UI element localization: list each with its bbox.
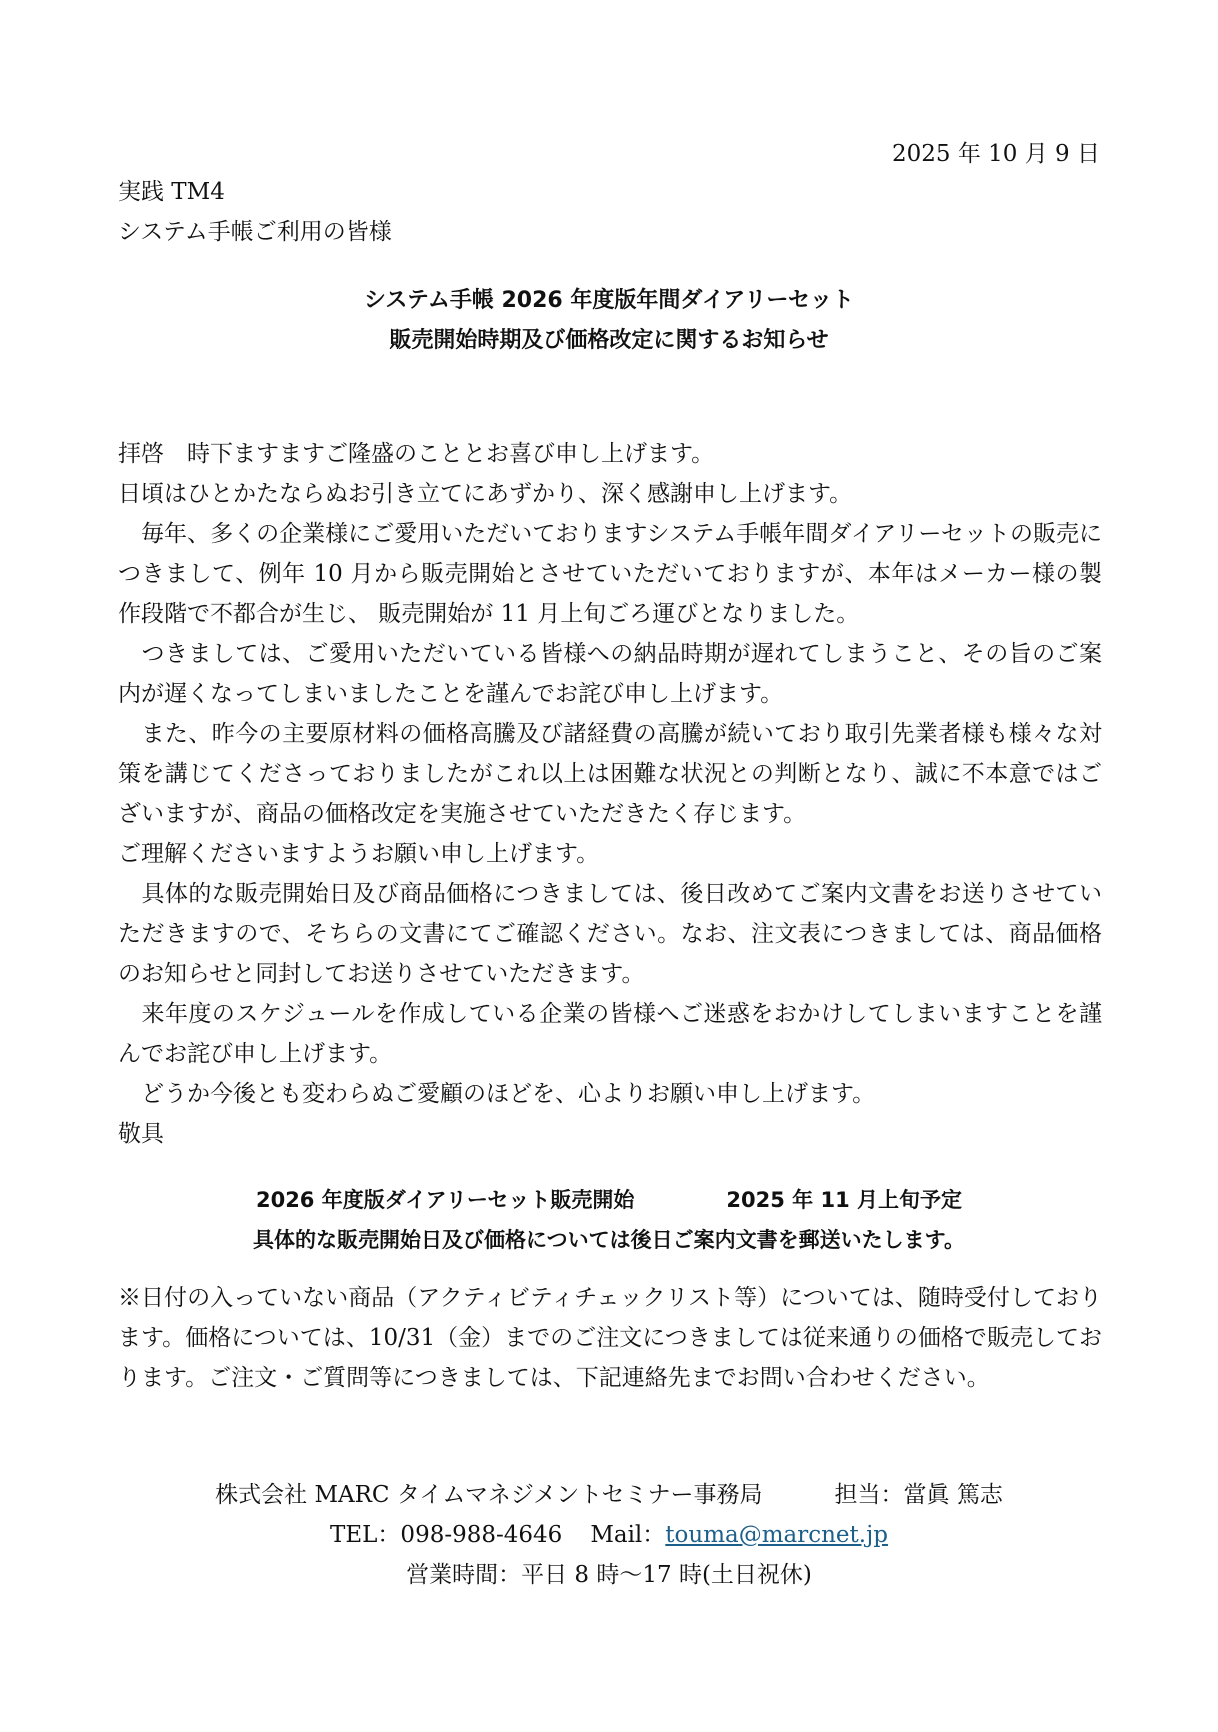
letter-body [118,434,1102,1154]
document-title [0,281,1218,361]
title-line-2: 販売開始時期及び価格改定に関するお知らせ [389,328,829,353]
greeting: 拝啓 時下ますますご隆盛のこととお喜び申し上げます。 [118,441,715,467]
notice-item: 2026 年度版ダイアリーセット販売開始 [255,1188,635,1212]
contact-person: 担当：當眞 篤志 [834,1482,1003,1508]
company-name: 株式会社 MARC タイムマネジメントセミナー事務局 [215,1482,763,1508]
paragraph-3: また、昨今の主要原材料の価格高騰及び諸経費の高騰が続いており取引先業者様も様々な対策を講じてくださっておりましたがこれ以上は困難な状況との判断となり、誠に不本意ではございますが、商品の価格改定を実施させていただきたく存じます。 [118,721,1103,827]
paragraph-2: つきましては、ご愛用いただいている皆様への納品時期が遅れてしまうこと、その旨のご案内が遅くなってしまいましたことを謹んでお詫び申し上げます。 [118,641,1102,707]
notice-line-2: 具体的な販売開始日及び価格については後日ご案内文書を郵送いたします。 [253,1228,965,1252]
phone-number: TEL：098-988-4646 [330,1522,563,1548]
paragraph-4: ご理解くださいますようお願い申し上げます。 [118,841,600,867]
paragraph-1: 毎年、多くの企業様にご愛用いただいておりますシステム手帳年間ダイアリーセットの販売につきまして、例年 10 月から販売開始とさせていただいておりますが、本年はメーカー様の製作段階で不都合が生じ、 販売開始が 11 月上旬ごろ運びとなりました。 [118,521,1102,627]
notice-schedule: 2025 年 11 月上旬予定 [726,1188,963,1212]
paragraph-6: 来年度のスケジュールを作成している企業の皆様へご迷惑をおかけしてしまいますことを謹んでお詫び申し上げます。 [118,1001,1102,1067]
recipient-line-1: 実践 TM4 [118,179,225,205]
recipient-line-2: システム手帳ご利用の皆様 [118,219,392,245]
closing-word: 敬具 [118,1121,164,1147]
title-line-1: システム手帳 2026 年度版年間ダイアリーセット [364,288,854,313]
recipient-block [118,172,392,252]
greeting-2: 日頃はひとかたならぬお引き立てにあずかり、深く感謝申し上げます。 [118,481,853,507]
business-hours: 営業時間：平日 8 時～17 時(土日祝休) [406,1562,812,1588]
contact-line-2 [0,1515,1218,1555]
notice-line-1 [0,1180,1218,1220]
email-link[interactable]: touma@marcnet.jp [665,1522,888,1548]
document-date: 2025 年 10 月 9 日 [892,141,1100,167]
sales-notice [0,1180,1218,1260]
additional-note: ※日付の入っていない商品（アクティビティチェックリスト等）については、随時受付しております。価格については、10/31（金）までのご注文につきましては従来通りの価格で販売しております。ご注文・ご質問等につきましては、下記連絡先までお問い合わせください。 [118,1285,1102,1391]
contact-line-1 [0,1475,1218,1515]
contact-block [0,1475,1218,1595]
paragraph-5: 具体的な販売開始日及び商品価格につきましては、後日改めてご案内文書をお送りさせていただきますので、そちらの文書にてご確認ください。なお、注文表につきましては、商品価格のお知らせと同封してお送りさせていただきます。 [118,881,1102,987]
paragraph-7: どうか今後とも変わらぬご愛顧のほどを、心よりお願い申し上げます。 [118,1081,876,1107]
mail-label: Mail： [590,1522,666,1548]
